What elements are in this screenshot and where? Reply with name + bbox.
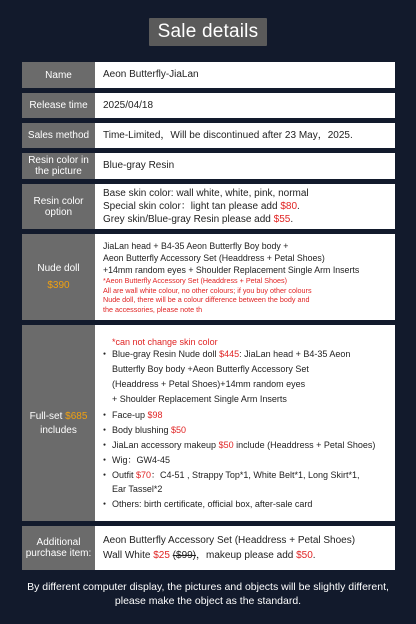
row-name bbox=[22, 62, 395, 88]
item6-price: $70 bbox=[136, 470, 152, 480]
bullet-icon: ● bbox=[103, 442, 107, 448]
item2-price: $98 bbox=[147, 410, 163, 420]
row-value-full-set bbox=[95, 325, 395, 521]
resin-option-line3-end: . bbox=[290, 214, 294, 225]
nude-doll-note3: Nude doll, there will be a colour difference between the body and bbox=[103, 295, 310, 304]
full-set-item-nude-doll bbox=[103, 348, 389, 406]
full-set-note: *can not change skin color bbox=[112, 337, 218, 347]
nude-doll-line1: JiaLan head + B4-35 Aeon Butterfly Boy body + bbox=[103, 241, 289, 251]
bullet-icon: ● bbox=[103, 351, 107, 357]
resin-option-line1: Base skin color: wall white, white, pink, normal bbox=[103, 188, 309, 199]
additional-line2-end: . bbox=[312, 550, 316, 561]
nude-doll-line2: Aeon Butterfly Accessory Set (Headdress + Petal Shoes) bbox=[103, 253, 325, 263]
item1-c: Butterfly Boy body +Aeon Butterfly Accessory Set bbox=[112, 364, 309, 374]
row-full-set bbox=[22, 325, 395, 521]
row-resin-color-picture bbox=[22, 153, 395, 179]
item3-a: Body blushing bbox=[112, 425, 172, 435]
row-label-full-set bbox=[22, 325, 95, 521]
full-set-label-line1 bbox=[25, 411, 92, 422]
full-set-item-others bbox=[103, 498, 389, 510]
item4-b: include (Headdress + Petal Shoes) bbox=[233, 440, 376, 450]
nude-doll-note2: All are wall white colour, no other colours; if you buy other colours bbox=[103, 285, 312, 295]
additional-line1: Aeon Butterfly Accessory Set (Headdress + Petal Shoes) bbox=[103, 535, 356, 546]
resin-option-line3 bbox=[103, 213, 389, 226]
resin-option-line2-end: . bbox=[297, 201, 300, 212]
nude-doll-price: $390 bbox=[47, 280, 70, 291]
additional-line2 bbox=[103, 548, 389, 563]
item6-c: Ear Tassel*2 bbox=[112, 484, 163, 494]
resin-option-line2-text: Special skin color：light tan please add bbox=[103, 201, 281, 212]
additional-line2-price2: $50 bbox=[296, 550, 313, 561]
item3-price: $50 bbox=[171, 425, 187, 435]
page-title: Sale details bbox=[149, 18, 268, 46]
row-value-sales-method bbox=[95, 123, 395, 148]
item4-a: JiaLan accessory makeup bbox=[112, 440, 219, 450]
name-value: Aeon Butterfly-JiaLan bbox=[103, 69, 199, 80]
full-set-item-outfit bbox=[103, 469, 389, 495]
row-value-release-time bbox=[95, 93, 395, 118]
full-set-item-wig bbox=[103, 454, 389, 466]
resin-option-line3-price: $55 bbox=[273, 214, 291, 225]
item1-d: (Headdress + Petal Shoes)+14mm random eyes bbox=[112, 379, 306, 389]
resin-option-line2 bbox=[103, 200, 389, 213]
row-label-sales-method: Sales method bbox=[22, 123, 95, 148]
row-label-nude-doll bbox=[22, 234, 95, 320]
row-label-resin-color-picture: Resin color in the picture bbox=[22, 153, 95, 179]
row-value-additional bbox=[95, 526, 395, 570]
footer-note: By different computer display, the pictures and objects will be slightly different, please make the object as the standard. bbox=[27, 581, 389, 607]
row-value-resin-color-picture bbox=[95, 153, 395, 179]
bullet-icon: ● bbox=[103, 457, 107, 463]
additional-line2-b: ，makeup please add bbox=[196, 550, 297, 561]
item6-a: Outfit bbox=[112, 470, 137, 480]
sales-method-value: Time-Limited，Will be discontinued after 23 May，2025. bbox=[103, 129, 353, 141]
full-set-item-face-up bbox=[103, 409, 389, 421]
row-label-additional: Additional purchase item: bbox=[22, 526, 95, 570]
resin-option-line2-price: $80 bbox=[280, 201, 298, 212]
additional-line2-old-price: ($99) bbox=[172, 550, 197, 561]
item7: Others: birth certificate, official box, after-sale card bbox=[112, 499, 313, 509]
row-label-resin-color-option: Resin color option bbox=[22, 184, 95, 229]
row-additional bbox=[22, 526, 395, 570]
full-set-list bbox=[103, 336, 389, 510]
full-set-item-body-blushing bbox=[103, 424, 389, 436]
bullet-icon: ● bbox=[103, 472, 107, 478]
row-label-release-time: Release time bbox=[22, 93, 95, 118]
item2-a: Face-up bbox=[112, 410, 148, 420]
sale-details-table bbox=[22, 57, 395, 575]
item4-price: $50 bbox=[218, 440, 234, 450]
title-wrap bbox=[0, 18, 416, 46]
item1-e: + Shoulder Replacement Single Arm Inserts bbox=[112, 394, 287, 404]
bullet-icon: ● bbox=[103, 412, 107, 418]
nude-doll-note4: the accessories, please note th bbox=[103, 304, 203, 314]
resin-color-picture-value: Blue-gray Resin bbox=[103, 160, 175, 171]
row-label-name: Name bbox=[22, 62, 95, 88]
nude-doll-note1: *Aeon Butterfly Accessory Set (Headdress + Petal Shoes) bbox=[103, 276, 287, 285]
row-value-nude-doll bbox=[95, 234, 395, 320]
row-sales-method bbox=[22, 123, 395, 148]
nude-doll-line3: +14mm random eyes + Shoulder Replacement Single Arm Inserts bbox=[103, 265, 360, 275]
full-set-label-suffix: includes bbox=[40, 424, 77, 436]
row-value-name bbox=[95, 62, 395, 88]
item1-price: $445 bbox=[219, 349, 240, 359]
item5: Wig：GW4-45 bbox=[112, 455, 171, 465]
nude-doll-label: Nude doll bbox=[37, 263, 80, 274]
bullet-icon: ● bbox=[103, 427, 107, 433]
item6-b: ：C4-51 , Strappy Top*1, White Belt*1, Long Skirt*1, bbox=[151, 470, 360, 480]
additional-line2-price: $25 bbox=[153, 550, 170, 561]
row-nude-doll bbox=[22, 234, 395, 320]
full-set-item-accessory-makeup bbox=[103, 439, 389, 451]
additional-line2-a: Wall White bbox=[103, 550, 154, 561]
bullet-icon: ● bbox=[103, 501, 107, 507]
item1-a: Blue-gray Resin Nude doll bbox=[112, 349, 220, 359]
resin-option-line3-text: Grey skin/Blue-gray Resin please add bbox=[103, 214, 274, 225]
row-release-time bbox=[22, 93, 395, 118]
release-time-value: 2025/04/18 bbox=[103, 99, 154, 111]
full-set-price: $685 bbox=[65, 410, 88, 422]
row-resin-color-option bbox=[22, 184, 395, 229]
row-value-resin-color-option bbox=[95, 184, 395, 229]
item1-b: : JiaLan head + B4-35 Aeon bbox=[239, 349, 351, 359]
full-set-label-prefix: Full-set bbox=[29, 410, 66, 422]
